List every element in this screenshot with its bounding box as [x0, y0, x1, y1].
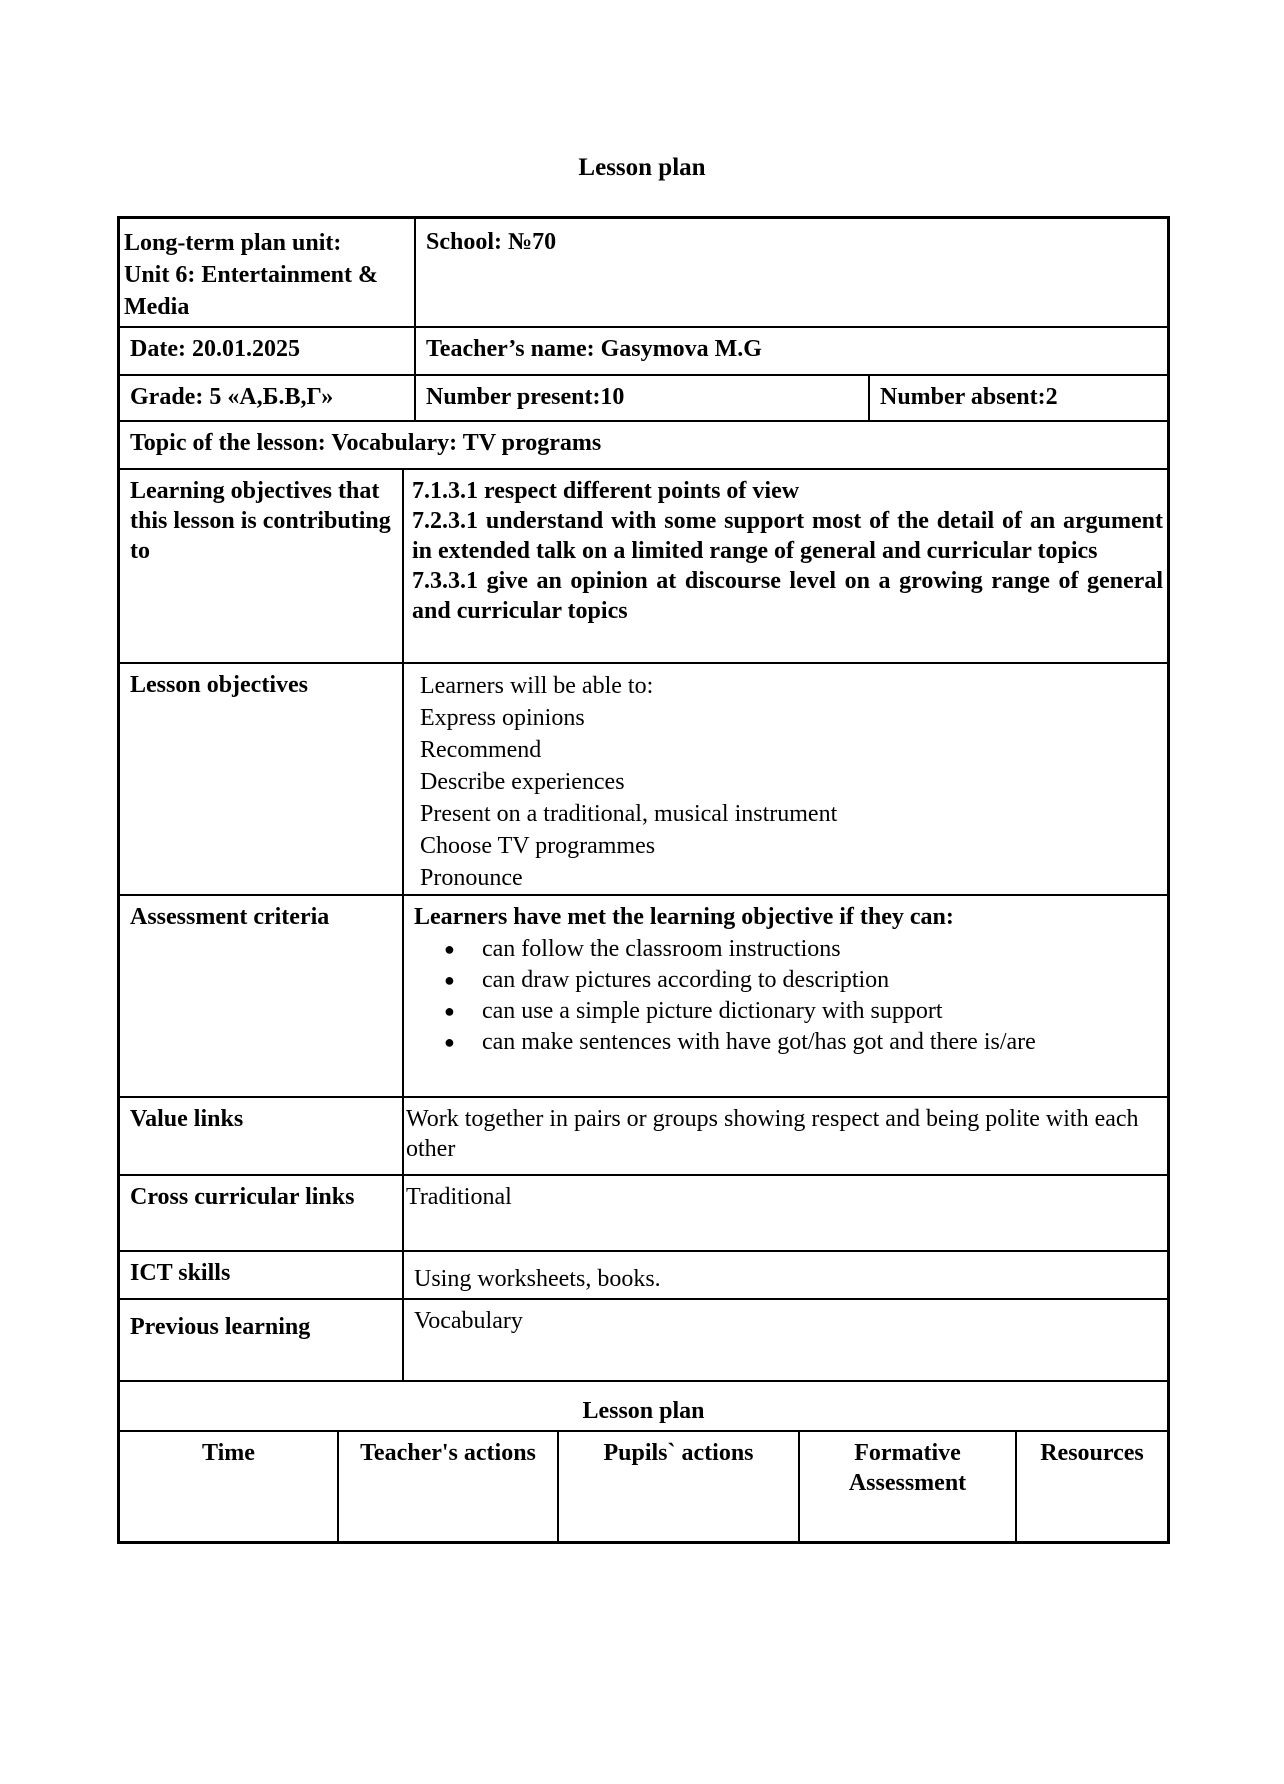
column-teacher-actions: Teacher's actions	[337, 1432, 557, 1541]
lesson-objectives-label: Lesson objectives	[130, 672, 308, 698]
assessment-item: ● can follow the classroom instructions	[414, 934, 1157, 965]
learning-objective-item: 7.3.3.1 give an opinion at discourse level on a growing range of general and curricular topics	[412, 568, 1163, 624]
date-cell: Date: 20.01.2025	[130, 336, 300, 362]
assessment-label: Assessment criteria	[130, 904, 330, 930]
grade-cell: Grade: 5 «А,Б.В,Г»	[130, 384, 334, 410]
lesson-objective-item: Describe experiences	[420, 769, 625, 795]
column-pupils-actions: Pupils` actions	[557, 1432, 798, 1541]
date-row	[120, 326, 1167, 374]
lesson-objectives-intro: Learners will be able to:	[420, 673, 654, 699]
learning-objective-item: 7.2.3.1 understand with some support most of the detail of an argument in extended talk on a limited range of general and curricular topics	[412, 508, 1163, 564]
cross-curricular-label: Cross curricular links	[130, 1184, 355, 1210]
assessment-content	[402, 896, 1167, 1096]
cross-curricular-text: Traditional	[402, 1176, 1167, 1250]
assessment-item: ● can draw pictures according to description	[414, 965, 1157, 996]
plan-heading: Lesson plan	[582, 1398, 705, 1424]
lesson-objective-item: Present on a traditional, musical instrument	[420, 801, 838, 827]
topic-cell: Topic of the lesson: Vocabulary: TV programs	[130, 430, 602, 456]
unit-name-cont: Media	[124, 294, 190, 320]
value-links-text: Work together in pairs or groups showing respect and being polite with each other	[402, 1098, 1167, 1174]
assessment-heading: Learners have met the learning objective if they can:	[414, 904, 954, 930]
previous-learning-label: Previous learning	[130, 1314, 311, 1340]
lesson-objective-item: Choose TV programmes	[420, 833, 656, 859]
unit-label: Long-term plan unit:	[124, 230, 342, 256]
previous-learning-row	[120, 1298, 1167, 1380]
assessment-list	[414, 934, 1157, 1058]
grade-row	[120, 374, 1167, 420]
lesson-objective-item: Express opinions	[420, 705, 585, 731]
assessment-item: ● can make sentences with have got/has got and there is/are	[414, 1027, 1157, 1058]
learning-objectives-row	[120, 468, 1167, 662]
column-time: Time	[202, 1440, 255, 1466]
lesson-objectives-row	[120, 662, 1167, 894]
school-cell: School: №70	[414, 219, 1167, 326]
column-formative-assessment: Formative Assessment	[798, 1432, 1015, 1541]
lesson-objectives-list	[402, 664, 1167, 894]
lesson-objective-item: Pronounce	[420, 865, 523, 891]
topic-row	[120, 420, 1167, 468]
value-links-label: Value links	[130, 1106, 244, 1132]
ict-text: Using worksheets, books.	[402, 1252, 1167, 1298]
lesson-plan-table	[117, 216, 1170, 1544]
previous-learning-text: Vocabulary	[402, 1300, 1167, 1380]
column-resources: Resources	[1015, 1432, 1167, 1541]
plan-heading-row	[120, 1380, 1167, 1430]
unit-row	[120, 219, 1167, 326]
page-title: Lesson plan	[578, 154, 706, 181]
learning-objectives-list	[402, 470, 1167, 662]
learning-objectives-label: Learning objectives that this lesson is contributing to	[130, 478, 391, 564]
cross-curricular-row	[120, 1174, 1167, 1250]
ict-label: ICT skills	[130, 1260, 231, 1286]
plan-columns-row	[120, 1430, 1167, 1541]
ict-row	[120, 1250, 1167, 1298]
number-absent-cell: Number absent:2	[868, 376, 1167, 420]
learning-objective-item: 7.1.3.1 respect different points of view	[412, 478, 800, 504]
number-present-cell: Number present:10	[414, 376, 868, 420]
unit-cell	[120, 219, 414, 326]
assessment-row	[120, 894, 1167, 1096]
unit-name: Unit 6: Entertainment &	[124, 262, 378, 288]
value-links-row	[120, 1096, 1167, 1174]
teacher-cell: Teacher’s name: Gasymova M.G	[414, 328, 1167, 374]
assessment-item: ● can use a simple picture dictionary with support	[414, 996, 1157, 1027]
lesson-objective-item: Recommend	[420, 737, 542, 763]
